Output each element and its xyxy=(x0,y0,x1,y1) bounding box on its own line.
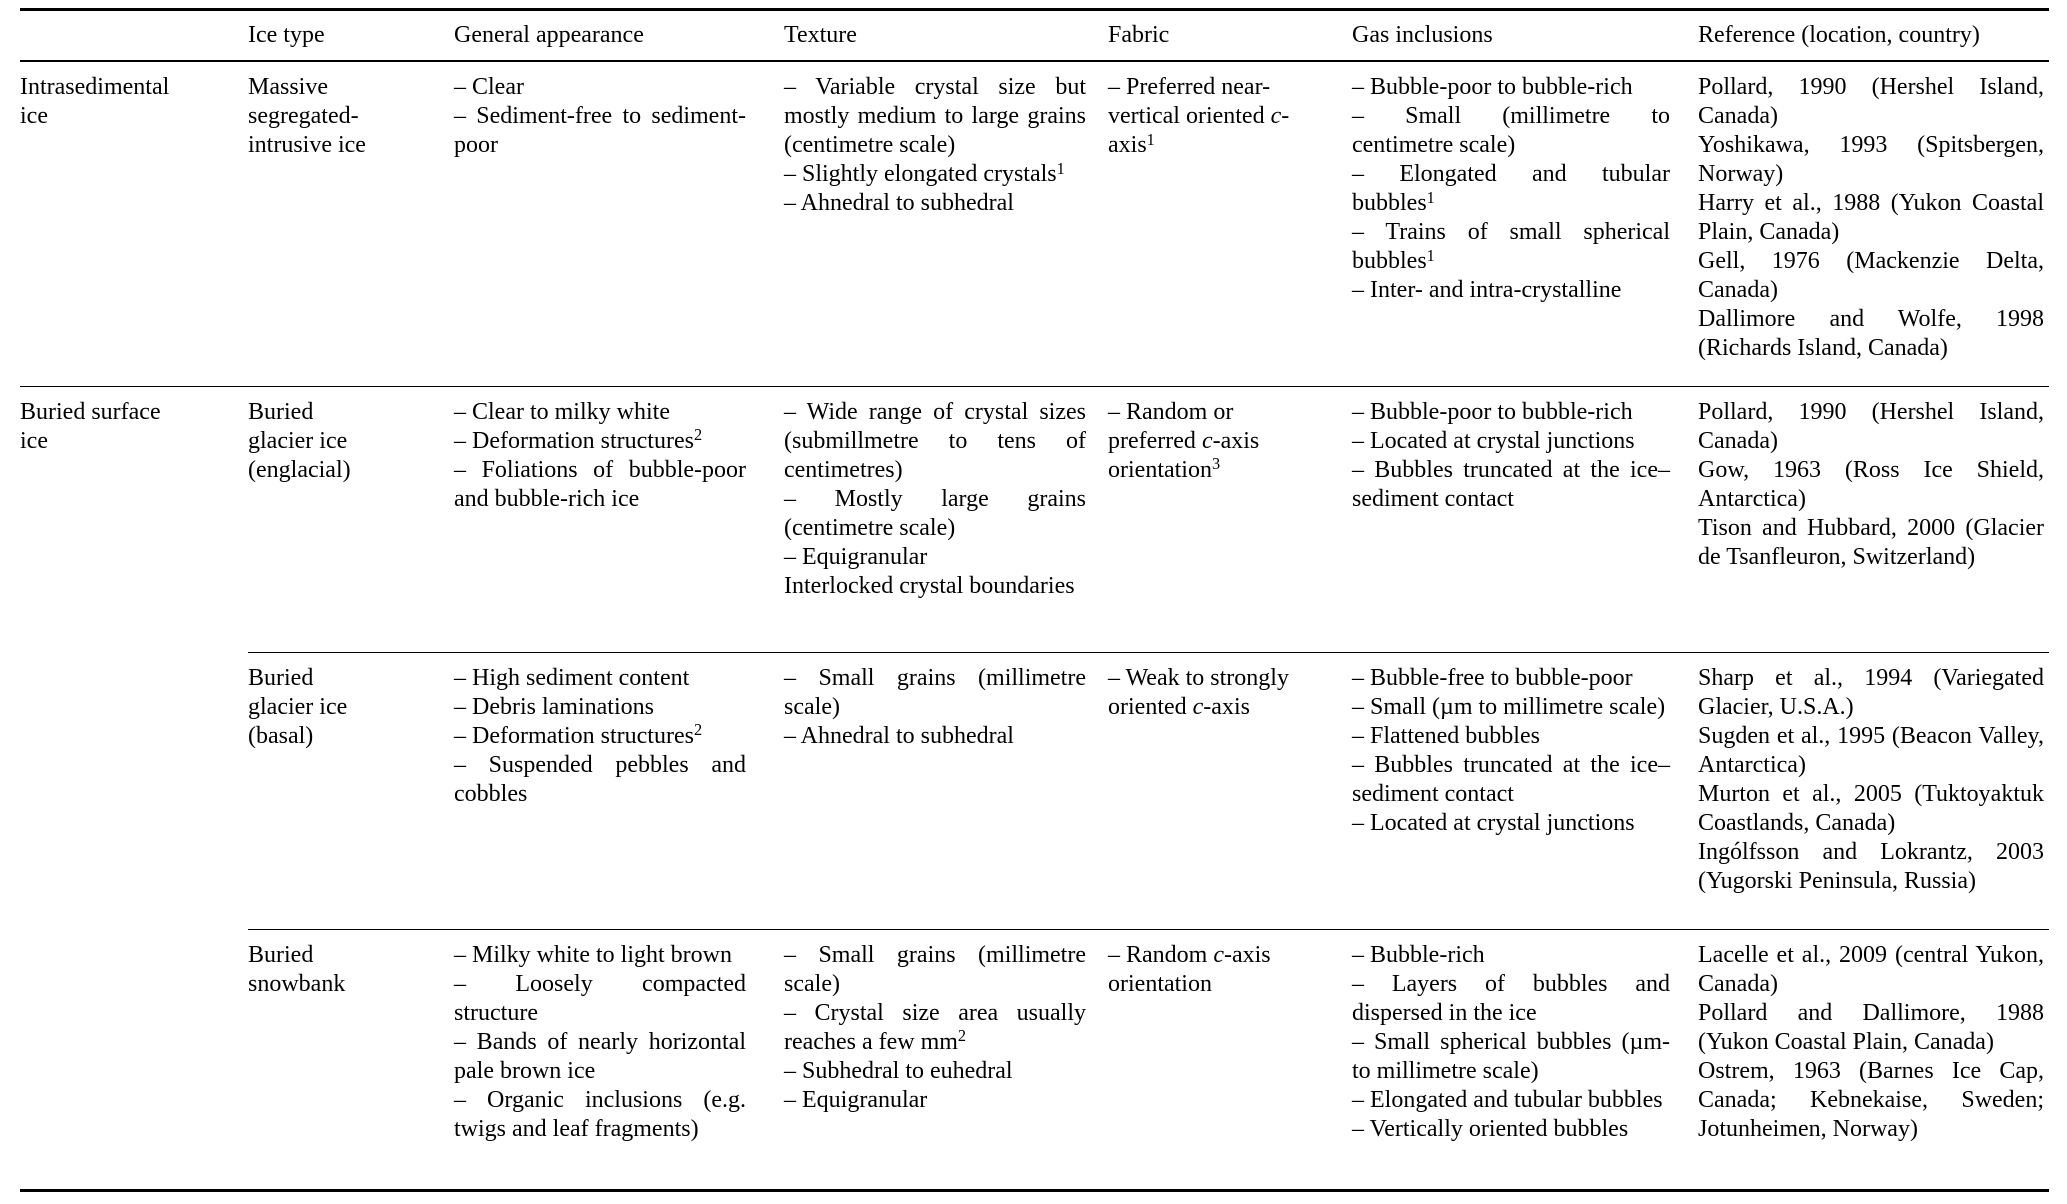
bullet-item: – Bubble-poor to bubble-rich xyxy=(1352,74,1633,100)
bullet-item: – Deformation structures$^2$ xyxy=(454,425,703,454)
bullet-item: – Small grains (millimetre scale) xyxy=(784,664,1086,720)
bullet-item: – Trains of small spherical bubbles$^1$ xyxy=(1352,219,1670,274)
bullet-item: – Debris laminations xyxy=(454,693,654,720)
header-row xyxy=(20,10,2049,62)
cell-category xyxy=(20,61,248,386)
bullet-item: – Subhedral to euhedral xyxy=(784,1057,1013,1084)
cell-ice-type xyxy=(248,652,454,929)
bullet-item: – Crystal size area usually reaches a few $mm^2$ xyxy=(784,999,1086,1055)
reference-list xyxy=(1698,73,2044,363)
reference-item: Sugden et al., 1995 (Beacon Valley, Antarctica) xyxy=(1698,722,2044,778)
ice-type-label: Buried glacier ice (basal) xyxy=(248,664,348,749)
bullet-item: – Weak to strongly oriented c-axis xyxy=(1108,664,1289,720)
bullet-item: Interlocked crystal boundaries xyxy=(784,572,1075,599)
bullet-item: – Mostly large grains (centimetre scale) xyxy=(784,485,1086,541)
bullet-list xyxy=(784,398,1086,601)
bullet-list xyxy=(1108,941,1304,999)
cell-fabric xyxy=(1108,61,1352,386)
cell-fabric xyxy=(1108,652,1352,929)
column-header-texture: Texture xyxy=(784,10,1108,62)
bullet-item: – Vertically oriented bubbles xyxy=(1352,1115,1629,1142)
bullet-item: – Organic inclusions (e.g. twigs and leaf fragments) xyxy=(454,1086,746,1142)
reference-item: Sharp et al., 1994 (Variegated Glacier, U.S.A.) xyxy=(1698,664,2044,720)
bullet-item: – Elongated and tubular bubbles xyxy=(1352,1086,1663,1113)
bullet-list xyxy=(454,941,746,1144)
bullet-list xyxy=(454,398,746,514)
bullet-item: – Wide range of crystal sizes (submillmetre to tens of centimetres) xyxy=(784,398,1086,483)
cell-reference xyxy=(1698,61,2049,386)
cell-texture xyxy=(784,61,1108,386)
column-header-general-appearance: General appearance xyxy=(454,10,784,62)
reference-item: Pollard, 1990 (Hershel Island, Canada) xyxy=(1698,74,2044,129)
reference-list xyxy=(1698,941,2044,1144)
reference-list xyxy=(1698,664,2044,896)
bullet-item: – Bubble-free to bubble-poor xyxy=(1352,664,1633,691)
bullet-item: – Ahnedral to subhedral xyxy=(784,190,1014,216)
bullet-list xyxy=(454,73,746,160)
cell-texture xyxy=(784,386,1108,652)
column-header-gas-inclusions: Gas inclusions xyxy=(1352,10,1698,62)
reference-item: Tison and Hubbard, 2000 (Glacier de Tsanfleuron, Switzerland) xyxy=(1698,514,2044,570)
bullet-item: – Random or preferred c-axis orientation$^3$ xyxy=(1108,398,1260,483)
bullet-item: – Suspended pebbles and cobbles xyxy=(454,751,746,807)
table-row xyxy=(20,652,2049,929)
column-header-category xyxy=(20,10,248,62)
bullet-item: – Small (millimetre to centimetre scale) xyxy=(1352,103,1670,158)
bullet-list xyxy=(784,73,1086,218)
cell-texture xyxy=(784,652,1108,929)
bullet-item: – Inter- and intra-crystalline xyxy=(1352,277,1622,303)
bullet-item: – Bubbles truncated at the ice–sediment contact xyxy=(1352,751,1670,807)
reference-item: Murton et al., 2005 (Tuktoyaktuk Coastlands, Canada) xyxy=(1698,780,2044,836)
cell-general-appearance xyxy=(454,652,784,929)
reference-item: Ostrem, 1963 (Barnes Ice Cap, Canada; Kebnekaise, Sweden; Jotunheimen, Norway) xyxy=(1698,1057,2044,1142)
cell-general-appearance xyxy=(454,386,784,652)
reference-item: Harry et al., 1988 (Yukon Coastal Plain, Canada) xyxy=(1698,190,2044,245)
bullet-item: – Variable crystal size but mostly medium to large grains (centimetre scale) xyxy=(784,74,1086,158)
bullet-item: – Clear to milky white xyxy=(454,398,670,425)
cell-general-appearance xyxy=(454,929,784,1190)
ice-type-label: Massive segregated-intrusive ice xyxy=(248,74,366,158)
bullet-item: – Small spherical bubbles (µm- to millimetre scale) xyxy=(1352,1028,1670,1084)
column-header-fabric: Fabric xyxy=(1108,10,1352,62)
cell-general-appearance xyxy=(454,61,784,386)
cell-reference xyxy=(1698,652,2049,929)
bullet-item: – Elongated and tubular bubbles$^1$ xyxy=(1352,161,1670,216)
bullet-item: – Slightly elongated crystals$^1$ xyxy=(784,158,1065,187)
bullet-list xyxy=(1108,73,1304,160)
bullet-list xyxy=(784,941,1086,1115)
cell-fabric xyxy=(1108,386,1352,652)
cell-fabric xyxy=(1108,929,1352,1190)
bullet-item: – Bubble-rich xyxy=(1352,941,1485,968)
column-header-ice-type: Ice type xyxy=(248,10,454,62)
bullet-item: – Flattened bubbles xyxy=(1352,722,1540,749)
cell-ice-type xyxy=(248,386,454,652)
category-label: Intrasedimental ice xyxy=(20,74,170,129)
reference-item: Pollard, 1990 (Hershel Island, Canada) xyxy=(1698,398,2044,454)
bullet-item: – Equigranular xyxy=(784,543,928,570)
bullet-list xyxy=(1352,941,1670,1144)
bullet-item: – Layers of bubbles and dispersed in the ice xyxy=(1352,970,1670,1026)
bullet-item: – Foliations of bubble-poor and bubble-rich ice xyxy=(454,456,746,512)
reference-list xyxy=(1698,398,2044,572)
cell-ice-type xyxy=(248,61,454,386)
cell-reference xyxy=(1698,386,2049,652)
bullet-item: – Small (µm to millimetre scale) xyxy=(1352,693,1666,720)
bullet-item: – Bands of nearly horizontal pale brown ice xyxy=(454,1028,746,1084)
cell-gas-inclusions xyxy=(1352,386,1698,652)
bullet-item: – Deformation structures$^2$ xyxy=(454,720,703,749)
cell-texture xyxy=(784,929,1108,1190)
cell-reference xyxy=(1698,929,2049,1190)
cell-ice-type xyxy=(248,929,454,1190)
bullet-list xyxy=(1352,664,1670,838)
table-row xyxy=(20,929,2049,1190)
bullet-item: – Milky white to light brown xyxy=(454,941,732,968)
reference-item: Gow, 1963 (Ross Ice Shield, Antarctica) xyxy=(1698,456,2044,512)
bullet-item: – Equigranular xyxy=(784,1086,928,1113)
reference-item: Gell, 1976 (Mackenzie Delta, Canada) xyxy=(1698,248,2044,303)
ice-type-label: Buried glacier ice (englacial) xyxy=(248,398,351,483)
bullet-item: – High sediment content xyxy=(454,664,690,691)
table-row xyxy=(20,386,2049,652)
bullet-item: – Located at crystal junctions xyxy=(1352,427,1635,454)
bullet-list xyxy=(1108,398,1304,485)
bullet-list xyxy=(1108,664,1304,722)
reference-item: Ingólfsson and Lokrantz, 2003 (Yugorski Peninsula, Russia) xyxy=(1698,838,2044,894)
reference-item: Lacelle et al., 2009 (central Yukon, Canada) xyxy=(1698,941,2044,997)
bullet-item: – Small grains (millimetre scale) xyxy=(784,941,1086,997)
bullet-item: – Loosely compacted structure xyxy=(454,970,746,1026)
bullet-item: – Clear xyxy=(454,74,524,100)
category-label: Buried surface ice xyxy=(20,398,161,454)
table-row xyxy=(20,61,2049,386)
bullet-item: – Preferred near-vertical oriented c-axis$^1$ xyxy=(1108,74,1290,158)
cell-gas-inclusions xyxy=(1352,929,1698,1190)
bullet-item: – Located at crystal junctions xyxy=(1352,809,1635,836)
bullet-item: – Ahnedral to subhedral xyxy=(784,722,1014,749)
ice-types-table xyxy=(20,8,2049,1192)
bullet-list xyxy=(1352,398,1670,514)
bullet-item: – Sediment-free to sediment-poor xyxy=(454,103,746,158)
reference-item: Yoshikawa, 1993 (Spitsbergen, Norway) xyxy=(1698,132,2044,187)
cell-gas-inclusions xyxy=(1352,652,1698,929)
cell-gas-inclusions xyxy=(1352,61,1698,386)
reference-item: Dallimore and Wolfe, 1998 (Richards Island, Canada) xyxy=(1698,306,2044,361)
bullet-item: – Random c-axis orientation xyxy=(1108,941,1271,997)
bullet-list xyxy=(784,664,1086,751)
column-header-reference: Reference (location, country) xyxy=(1698,10,2049,62)
bullet-list xyxy=(1352,73,1670,305)
ice-type-label: Buried snowbank xyxy=(248,941,346,997)
bullet-item: – Bubble-poor to bubble-rich xyxy=(1352,398,1633,425)
reference-item: Pollard and Dallimore, 1988 (Yukon Coastal Plain, Canada) xyxy=(1698,999,2044,1055)
bullet-item: – Bubbles truncated at the ice–sediment contact xyxy=(1352,456,1670,512)
cell-category xyxy=(20,386,248,1190)
bullet-list xyxy=(454,664,746,809)
